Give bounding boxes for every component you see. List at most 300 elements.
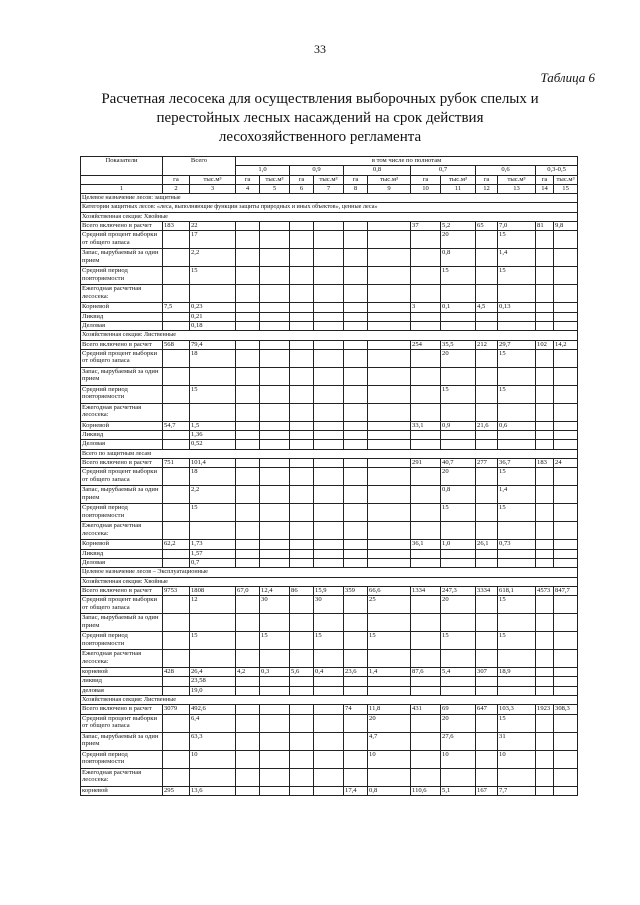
table-row <box>81 705 578 714</box>
header-density: 0,3-0,5 <box>536 166 578 175</box>
table-cell: 307 <box>476 668 498 677</box>
table-cell <box>260 367 290 385</box>
table-cell <box>441 768 476 786</box>
table-cell: 15,9 <box>314 586 344 595</box>
table-cell <box>536 285 554 303</box>
table-cell <box>314 750 344 768</box>
row-label: Средний период повторяемости <box>81 504 163 522</box>
table-cell <box>163 249 190 267</box>
table-cell <box>344 249 368 267</box>
header-unit-ha: га <box>344 175 368 184</box>
column-number: 6 <box>290 184 314 193</box>
table-cell <box>344 768 368 786</box>
table-cell <box>536 367 554 385</box>
table-cell <box>441 440 476 449</box>
table-cell: 492,6 <box>190 705 236 714</box>
header-density: 0,6 <box>476 166 536 175</box>
table-cell <box>290 732 314 750</box>
table-cell: 10 <box>498 750 536 768</box>
table-cell: 10 <box>368 750 411 768</box>
table-cell <box>536 321 554 330</box>
table-cell: 20 <box>368 714 411 732</box>
table-cell <box>314 786 344 795</box>
table-cell <box>368 686 411 695</box>
table-cell <box>554 540 578 549</box>
table-cell <box>260 303 290 312</box>
table-cell <box>476 750 498 768</box>
table-cell <box>476 231 498 249</box>
header-unit-thous: тыс.м³ <box>498 175 536 184</box>
table-cell: 54,7 <box>163 421 190 430</box>
section-heading: Хозяйственная секция: Лиственные <box>81 331 578 340</box>
table-row <box>81 403 578 421</box>
table-cell <box>498 367 536 385</box>
table-cell <box>163 385 190 403</box>
table-cell <box>476 504 498 522</box>
table-cell <box>411 440 441 449</box>
table-cell <box>236 231 260 249</box>
table-cell <box>236 558 260 567</box>
table-cell <box>344 522 368 540</box>
table-cell <box>498 440 536 449</box>
table-cell <box>554 677 578 686</box>
table-cell <box>290 786 314 795</box>
table-cell <box>476 486 498 504</box>
table-cell <box>236 222 260 231</box>
table-cell <box>236 267 260 285</box>
row-label: Ликвид <box>81 312 163 321</box>
table-cell <box>163 231 190 249</box>
table-cell <box>290 632 314 650</box>
table-row <box>81 340 578 349</box>
table-cell <box>536 549 554 558</box>
table-cell <box>344 385 368 403</box>
row-label: Ежегодная расчетная лесосека: <box>81 650 163 668</box>
table-cell <box>368 231 411 249</box>
table-cell <box>441 321 476 330</box>
table-cell <box>411 321 441 330</box>
table-cell <box>554 668 578 677</box>
table-cell <box>290 468 314 486</box>
title-line-1: Расчетная лесосека для осуществления выборочных рубок спелых и <box>101 91 539 107</box>
table-cell <box>368 540 411 549</box>
table-cell: 36,1 <box>411 540 441 549</box>
table-cell <box>163 267 190 285</box>
header-unit-thous: тыс.м³ <box>260 175 290 184</box>
table-cell <box>344 549 368 558</box>
table-cell <box>260 558 290 567</box>
table-cell <box>554 558 578 567</box>
table-cell <box>344 421 368 430</box>
table-cell <box>290 231 314 249</box>
table-cell <box>260 249 290 267</box>
table-cell: 18,9 <box>498 668 536 677</box>
table-cell <box>236 440 260 449</box>
table-row <box>81 312 578 321</box>
table-cell <box>344 321 368 330</box>
table-cell <box>290 504 314 522</box>
header-density: 0,7 <box>411 166 476 175</box>
table-cell <box>163 549 190 558</box>
table-cell <box>314 768 344 786</box>
section-heading: Целевое назначение лесов – Эксплуатационные <box>81 568 578 577</box>
table-cell <box>163 632 190 650</box>
table-row <box>81 522 578 540</box>
table-cell <box>536 558 554 567</box>
table-cell <box>236 385 260 403</box>
table-cell: 0,21 <box>190 312 236 321</box>
table-cell: 15 <box>190 632 236 650</box>
table-cell: 3 <box>411 303 441 312</box>
table-cell <box>290 440 314 449</box>
header-density: 0,8 <box>344 166 411 175</box>
table-cell <box>163 349 190 367</box>
table-row <box>81 677 578 686</box>
table-cell: 30 <box>314 596 344 614</box>
row-label: Запас, вырубаемый за один прием <box>81 732 163 750</box>
table-cell <box>441 558 476 567</box>
table-cell <box>260 732 290 750</box>
table-cell <box>411 486 441 504</box>
table-cell: 0,1 <box>441 303 476 312</box>
table-cell <box>554 650 578 668</box>
table-cell <box>411 549 441 558</box>
column-number: 5 <box>260 184 290 193</box>
table-cell <box>163 468 190 486</box>
section-row <box>81 212 578 221</box>
table-cell <box>498 614 536 632</box>
table-cell <box>344 303 368 312</box>
table-cell <box>163 768 190 786</box>
table-cell <box>368 522 411 540</box>
table-cell <box>411 249 441 267</box>
column-number: 12 <box>476 184 498 193</box>
table-cell <box>498 431 536 440</box>
table-row <box>81 504 578 522</box>
table-row <box>81 303 578 312</box>
table-cell <box>290 459 314 468</box>
table-row <box>81 686 578 695</box>
table-cell <box>314 522 344 540</box>
table-row <box>81 558 578 567</box>
table-cell: 291 <box>411 459 441 468</box>
table-cell <box>411 522 441 540</box>
table-cell <box>476 468 498 486</box>
table-row <box>81 249 578 267</box>
table-cell <box>290 768 314 786</box>
table-cell <box>536 385 554 403</box>
header-by-density: в том числе по полнотам <box>236 157 578 166</box>
table-cell <box>314 385 344 403</box>
table-cell: 79,4 <box>190 340 236 349</box>
table-cell <box>344 504 368 522</box>
table-cell <box>476 650 498 668</box>
table-cell <box>368 403 411 421</box>
table-cell: 431 <box>411 705 441 714</box>
table-cell <box>260 504 290 522</box>
table-cell: 9,8 <box>554 222 578 231</box>
table-cell <box>411 768 441 786</box>
table-cell <box>290 549 314 558</box>
table-cell <box>260 403 290 421</box>
table-cell <box>476 632 498 650</box>
table-cell <box>476 249 498 267</box>
table-cell: 254 <box>411 340 441 349</box>
table-cell <box>368 614 411 632</box>
table-cell: 15 <box>190 267 236 285</box>
table-cell: 67,0 <box>236 586 260 595</box>
table-cell: 15 <box>441 385 476 403</box>
table-cell <box>260 614 290 632</box>
table-cell <box>411 349 441 367</box>
column-number: 3 <box>190 184 236 193</box>
table-cell <box>554 632 578 650</box>
table-cell <box>536 686 554 695</box>
row-label: Ежегодная расчетная лесосека: <box>81 522 163 540</box>
table-cell <box>441 549 476 558</box>
table-cell <box>554 249 578 267</box>
table-cell: 1,36 <box>190 431 236 440</box>
table-cell: 15 <box>441 267 476 285</box>
table-cell <box>236 340 260 349</box>
table-cell <box>236 312 260 321</box>
table-cell <box>314 421 344 430</box>
table-cell: 15 <box>498 504 536 522</box>
table-cell: 15 <box>368 632 411 650</box>
table-cell <box>260 222 290 231</box>
table-cell <box>498 686 536 695</box>
table-cell: 1808 <box>190 586 236 595</box>
table-row <box>81 349 578 367</box>
table-row <box>81 732 578 750</box>
table-cell <box>260 340 290 349</box>
table-cell <box>441 403 476 421</box>
table-cell <box>554 440 578 449</box>
table-cell <box>368 549 411 558</box>
table-cell <box>536 249 554 267</box>
table-cell <box>344 222 368 231</box>
table-cell <box>314 677 344 686</box>
table-cell <box>344 596 368 614</box>
table-cell <box>260 786 290 795</box>
table-label: Таблица 6 <box>540 70 595 85</box>
table-cell <box>236 349 260 367</box>
table-cell <box>260 321 290 330</box>
header-unit-ha: га <box>236 175 260 184</box>
table-cell <box>260 267 290 285</box>
table-cell <box>190 285 236 303</box>
column-number: 2 <box>163 184 190 193</box>
table-cell <box>236 686 260 695</box>
table-cell: 0,18 <box>190 321 236 330</box>
table-cell <box>314 614 344 632</box>
table-cell <box>411 385 441 403</box>
table-cell: 4573 <box>536 586 554 595</box>
table-cell: 0,52 <box>190 440 236 449</box>
table-cell <box>554 549 578 558</box>
row-label: Запас, вырубаемый за один прием <box>81 367 163 385</box>
table-cell: 15 <box>190 504 236 522</box>
table-cell: 2,2 <box>190 486 236 504</box>
table-cell: 23,58 <box>190 677 236 686</box>
table-cell <box>236 431 260 440</box>
table-cell <box>368 249 411 267</box>
table-cell <box>236 486 260 504</box>
table-cell <box>368 349 411 367</box>
table-cell <box>344 714 368 732</box>
table-cell <box>368 321 411 330</box>
table-cell <box>314 403 344 421</box>
table-cell <box>190 367 236 385</box>
table-cell <box>554 312 578 321</box>
table-cell <box>290 349 314 367</box>
table-cell <box>314 558 344 567</box>
table-cell <box>411 632 441 650</box>
table-row <box>81 468 578 486</box>
table-cell <box>236 303 260 312</box>
table-cell: 86 <box>290 586 314 595</box>
table-cell <box>536 486 554 504</box>
table-cell <box>476 558 498 567</box>
table-cell: 4,5 <box>476 303 498 312</box>
table-cell <box>314 549 344 558</box>
table-cell: 36,7 <box>498 459 536 468</box>
header-unit-ha: га <box>476 175 498 184</box>
table-cell <box>554 367 578 385</box>
table-cell: 1,4 <box>368 668 411 677</box>
table-cell: 0,7 <box>190 558 236 567</box>
table-cell: 20 <box>441 714 476 732</box>
table-cell <box>314 431 344 440</box>
row-label: Деловая <box>81 558 163 567</box>
table-cell <box>314 349 344 367</box>
table-cell <box>260 431 290 440</box>
table-cell <box>290 705 314 714</box>
table-cell <box>554 596 578 614</box>
table-cell: 5,2 <box>441 222 476 231</box>
table-cell: 0,23 <box>190 303 236 312</box>
row-label: Средний период повторяемости <box>81 267 163 285</box>
row-label: Средний процент выборки от общего запаса <box>81 468 163 486</box>
table-cell <box>260 285 290 303</box>
row-label: Запас, вырубаемый за один прием <box>81 614 163 632</box>
table-cell <box>314 340 344 349</box>
table-cell <box>368 504 411 522</box>
table-row <box>81 632 578 650</box>
table-cell <box>344 558 368 567</box>
table-cell <box>290 431 314 440</box>
table-cell <box>314 267 344 285</box>
table-row <box>81 231 578 249</box>
table-cell <box>290 750 314 768</box>
table-cell <box>260 459 290 468</box>
table-cell: 3079 <box>163 705 190 714</box>
table-cell <box>536 750 554 768</box>
row-label: Средний процент выборки от общего запаса <box>81 714 163 732</box>
table-cell <box>314 686 344 695</box>
table-cell <box>476 714 498 732</box>
table-body <box>81 157 578 796</box>
section-heading: Хозяйственная секция: Лиственные <box>81 696 578 705</box>
table-cell <box>498 285 536 303</box>
table-cell <box>314 732 344 750</box>
table-cell: 15 <box>498 596 536 614</box>
table-cell <box>163 677 190 686</box>
table-cell <box>411 468 441 486</box>
table-cell <box>344 732 368 750</box>
table-cell <box>476 267 498 285</box>
table-cell <box>314 540 344 549</box>
table-cell <box>236 249 260 267</box>
cutting-area-table <box>80 156 578 796</box>
table-cell: 0,4 <box>314 668 344 677</box>
table-cell: 66,6 <box>368 586 411 595</box>
table-cell <box>290 677 314 686</box>
table-cell: 428 <box>163 668 190 677</box>
table-cell <box>368 367 411 385</box>
table-cell <box>554 285 578 303</box>
table-cell <box>290 403 314 421</box>
table-row <box>81 714 578 732</box>
table-cell <box>536 504 554 522</box>
table-cell: 0,8 <box>441 249 476 267</box>
row-label: Средний период повторяемости <box>81 385 163 403</box>
table-cell <box>554 321 578 330</box>
table-cell <box>344 686 368 695</box>
table-row <box>81 486 578 504</box>
table-cell: 0,9 <box>441 421 476 430</box>
table-cell: 20 <box>441 349 476 367</box>
table-cell <box>411 285 441 303</box>
table-cell <box>411 732 441 750</box>
row-label: Деловая <box>81 440 163 449</box>
table-cell <box>536 267 554 285</box>
row-label: Всего включено в расчет <box>81 459 163 468</box>
table-cell <box>163 522 190 540</box>
table-cell: 1334 <box>411 586 441 595</box>
table-row <box>81 750 578 768</box>
table-cell: 35,5 <box>441 340 476 349</box>
row-label: Всего включено в расчет <box>81 340 163 349</box>
table-cell: 3334 <box>476 586 498 595</box>
table-cell: 81 <box>536 222 554 231</box>
table-cell <box>190 403 236 421</box>
table-cell <box>163 367 190 385</box>
table-row <box>81 786 578 795</box>
table-cell <box>236 468 260 486</box>
row-label: Ежегодная расчетная лесосека: <box>81 768 163 786</box>
table-cell <box>236 650 260 668</box>
table-cell: 0,73 <box>498 540 536 549</box>
table-row <box>81 614 578 632</box>
table-cell <box>163 312 190 321</box>
table-cell <box>411 367 441 385</box>
table-cell <box>536 303 554 312</box>
table-cell <box>344 285 368 303</box>
table-cell: 1,4 <box>498 249 536 267</box>
table-cell: 167 <box>476 786 498 795</box>
table-cell <box>536 714 554 732</box>
table-cell: 24 <box>554 459 578 468</box>
table-cell <box>411 504 441 522</box>
table-cell: 62,2 <box>163 540 190 549</box>
table-cell <box>236 403 260 421</box>
table-cell: 847,7 <box>554 586 578 595</box>
table-cell <box>411 714 441 732</box>
table-row <box>81 421 578 430</box>
table-cell <box>163 285 190 303</box>
table-cell <box>260 385 290 403</box>
